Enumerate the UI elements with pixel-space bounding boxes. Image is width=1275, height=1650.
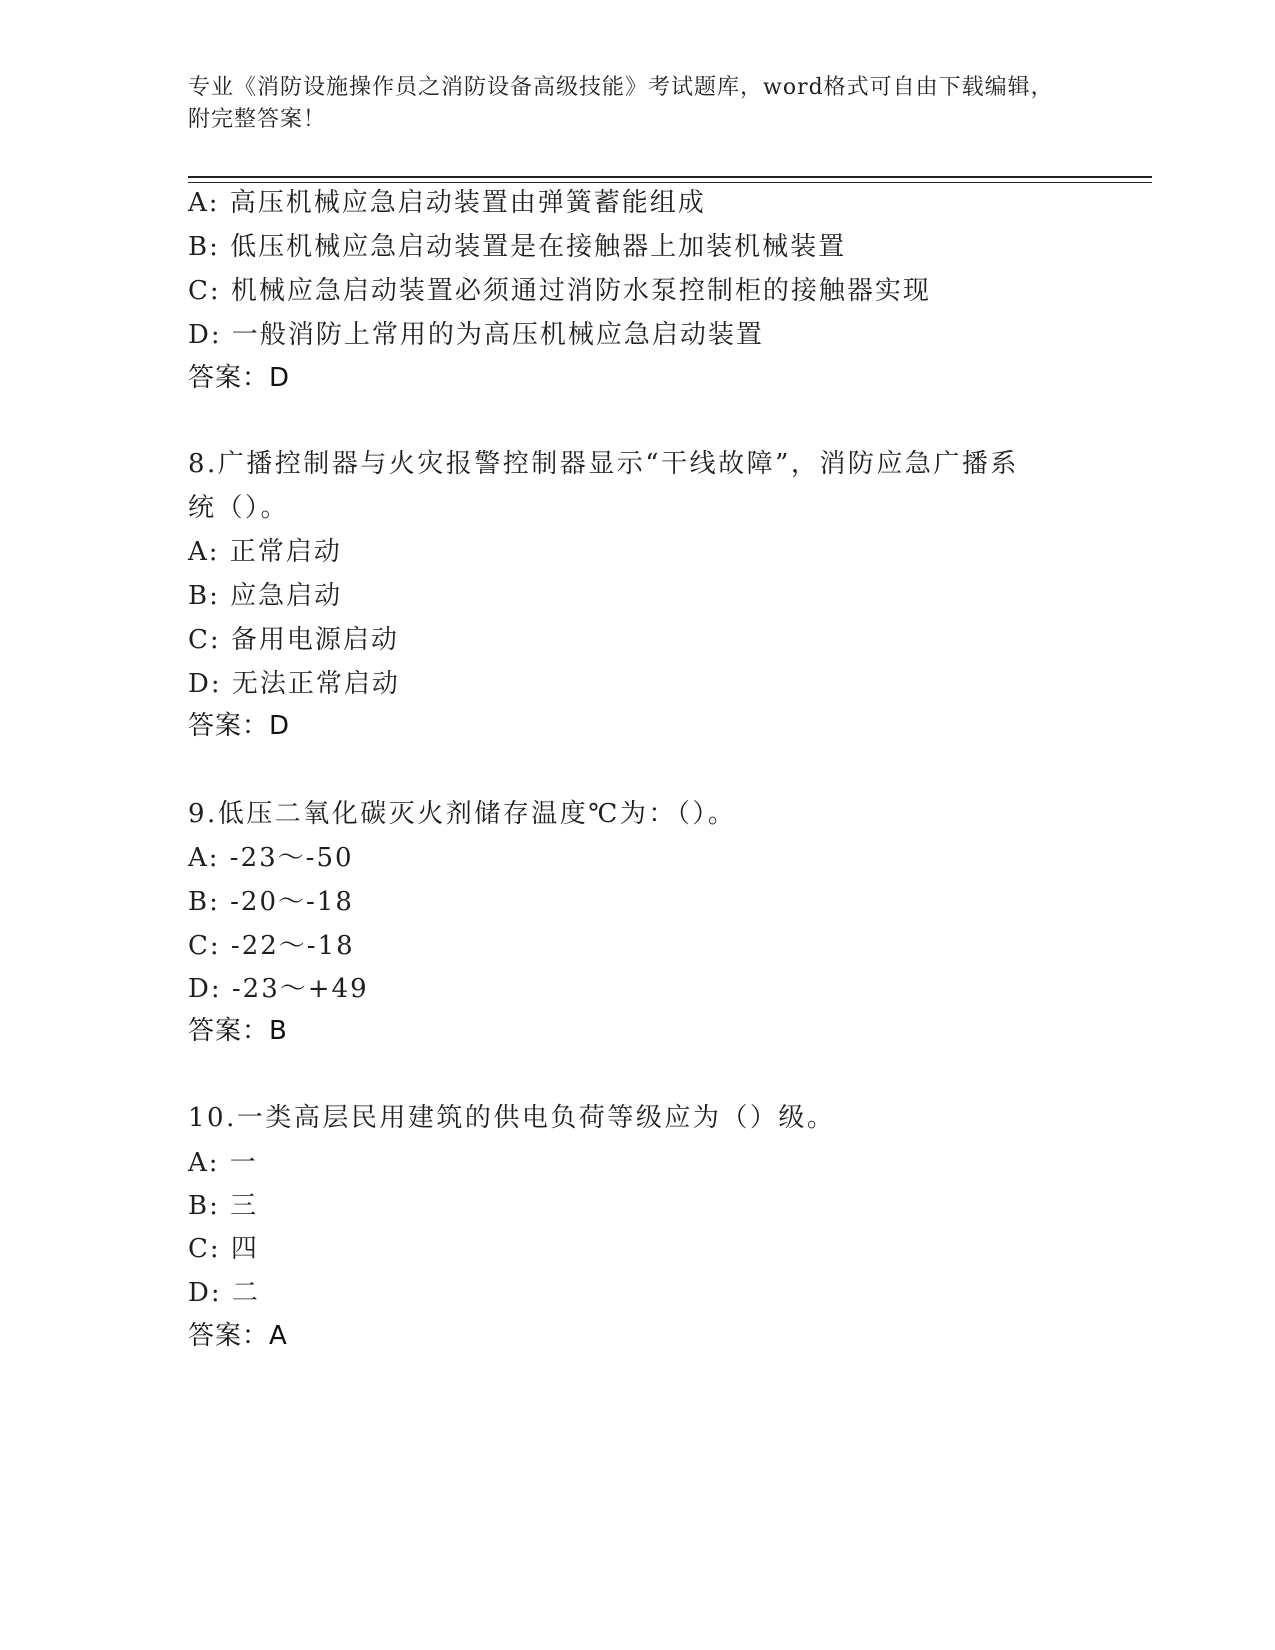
q8-question-line2: 统（）。: [188, 493, 290, 523]
q9-option-b: B: -20～-18: [188, 887, 354, 917]
header-divider-thin: [188, 182, 1152, 183]
q8-answer: 答案：D: [188, 711, 291, 741]
q9-option-d: D: -23～+49: [188, 974, 369, 1004]
q7-option-a: A: 高压机械应急启动装置由弹簧蓄能组成: [188, 188, 706, 218]
q10-option-d: D: 二: [188, 1278, 260, 1308]
q8-option-b: B: 应急启动: [188, 581, 343, 611]
q10-option-b: B: 三: [188, 1191, 259, 1221]
q10-option-a: A: 一: [188, 1148, 258, 1178]
q7-option-b: B: 低压机械应急启动装置是在接触器上加装机械装置: [188, 232, 847, 262]
q9-question: 9.低压二氧化碳灭火剂储存温度℃为：（）。: [188, 799, 737, 829]
q8-question-line1: 8.广播控制器与火灾报警控制器显示“干线故障”，消防应急广播系: [188, 449, 1019, 479]
q9-option-c: C: -22～-18: [188, 931, 355, 961]
q7-answer: 答案：D: [188, 363, 291, 393]
q8-option-c: C: 备用电源启动: [188, 625, 399, 655]
header-divider-thick: [188, 176, 1152, 178]
q7-option-c: C: 机械应急启动装置必须通过消防水泵控制柜的接触器实现: [188, 276, 931, 306]
q10-option-c: C: 四: [188, 1234, 259, 1264]
q9-option-a: A: -23～-50: [188, 843, 354, 873]
q9-answer: 答案：B: [188, 1016, 288, 1046]
q7-option-d: D: 一般消防上常用的为高压机械应急启动装置: [188, 320, 764, 350]
q8-option-d: D: 无法正常启动: [188, 669, 400, 699]
document-header: 专业《消防设施操作员之消防设备高级技能》考试题库，word格式可自由下载编辑，附完整答案！: [188, 75, 1054, 132]
q10-answer: 答案：A: [188, 1321, 288, 1351]
q10-question: 10.一类高层民用建筑的供电负荷等级应为（）级。: [188, 1103, 836, 1133]
q8-option-a: A: 正常启动: [188, 537, 342, 567]
